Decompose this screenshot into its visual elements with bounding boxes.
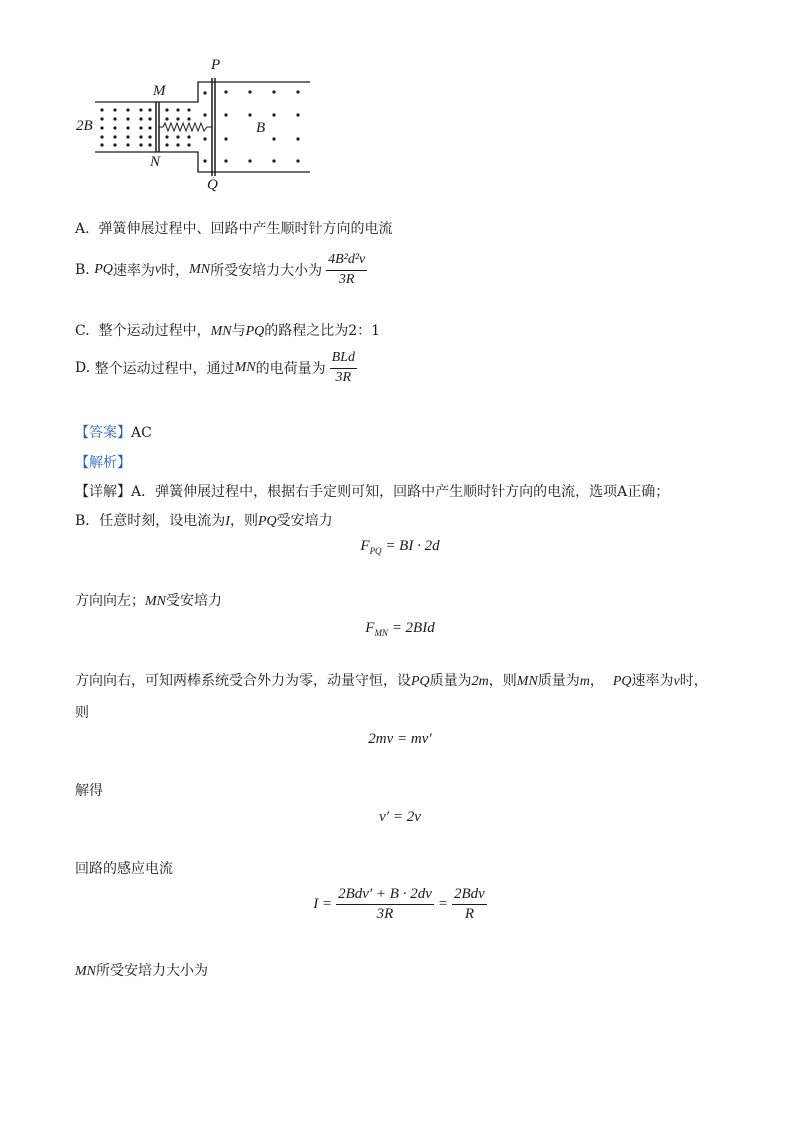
detail-line-4-var-pq: PQ [411, 674, 430, 689]
detail-line-4-var-mn: MN [516, 674, 538, 689]
spring [159, 123, 212, 131]
option-d [75, 348, 357, 388]
detail-line-4-text-d: 质量为 [537, 673, 580, 689]
circuit-figure [70, 55, 330, 205]
option-b-var-v: v [154, 262, 162, 277]
bar-pq [212, 78, 215, 176]
detail-line-5: 则 [75, 705, 89, 721]
eq5-den-1: 3R [376, 906, 394, 923]
eq5-num-1: 2Bdv′ + B · 2dv [336, 886, 434, 905]
eq5-equals: = [437, 896, 448, 913]
label-n: N [150, 154, 161, 170]
equation-4: v′ = 2v [379, 809, 421, 825]
detail-line-3 [75, 590, 222, 610]
eq2-sub: MN [374, 628, 388, 638]
detail-line-2-text-c: 受安培力 [276, 513, 333, 529]
option-c-text-3: 的路程之比为2：1 [264, 323, 381, 339]
equation-3: 2mv = mv′ [368, 731, 432, 747]
detail-line-2-text-a: B．任意时刻，设电流为 [75, 513, 226, 529]
answer-value: AC [131, 425, 152, 441]
detail-line-8-text: 所受安培力大小为 [96, 963, 208, 979]
equation-1 [0, 538, 800, 556]
option-b-frac-num: 4B²d²v [326, 252, 367, 270]
option-d-frac-den: 3R [335, 369, 352, 385]
option-a-text: 弹簧伸展过程中、回路中产生顺时针方向的电流 [98, 221, 393, 237]
detail-line-8 [75, 960, 208, 980]
option-c-prefix: C. [75, 323, 90, 339]
option-b-var-pq: PQ [94, 262, 113, 277]
detail-line-4-text-a: 方向向右，可知两棒系统受合外力为零，动量守恒，设 [75, 673, 411, 689]
eq1-sub: PQ [369, 546, 382, 556]
option-c-text-1: 整个运动过程中， [98, 323, 211, 339]
eq2-lhs: F [365, 620, 375, 636]
eq2-rhs: = 2BId [391, 620, 435, 636]
option-b-text-1: 速率为 [112, 263, 155, 279]
option-d-text-1: 整个运动过程中，通过 [94, 361, 235, 377]
option-b [75, 250, 367, 290]
detail-line-4 [75, 670, 708, 690]
option-c-var-mn: MN [210, 324, 232, 339]
detail-line-2-var-i: I [225, 514, 230, 529]
bar-mn [156, 102, 159, 152]
eq5-den-2: R [464, 906, 474, 923]
option-b-text-3: 所受安培力大小为 [210, 263, 323, 279]
detail-line-6: 解得 [75, 783, 103, 799]
detail-line-2-var-pq: PQ [257, 514, 277, 529]
option-c-text-2: 与 [231, 323, 246, 339]
eq5-fraction-2 [452, 886, 487, 924]
detail-line-3-var-mn: MN [145, 594, 166, 609]
option-d-prefix: D. [75, 360, 91, 376]
answer-tag: 【答案】 [75, 425, 131, 441]
detail-line-4-var-v: v [673, 674, 680, 689]
eq5-num-2: 2Bdv [452, 886, 487, 905]
option-b-frac-den: 3R [338, 271, 355, 287]
label-m: M [153, 83, 166, 99]
option-d-fraction [330, 350, 357, 385]
option-d-text-2: 的电荷量为 [255, 361, 326, 377]
answer-line [75, 422, 152, 442]
detail-tag: 【详解】 [75, 484, 131, 500]
detail-line-4-var-m: m [579, 674, 590, 689]
option-d-frac-num: BLd [330, 350, 357, 368]
option-b-var-mn: MN [189, 262, 211, 277]
detail-line-1-text: A．弹簧伸展过程中，根据右手定则可知，回路中产生顺时针方向的电流，选项A正确； [131, 484, 670, 500]
detail-line-3-text-a: 方向向左； [75, 593, 145, 609]
option-c [75, 320, 380, 340]
rail-diagram [70, 55, 330, 205]
eq1-lhs: F [360, 538, 370, 554]
option-b-prefix: B. [75, 262, 90, 278]
detail-line-8-var-mn: MN [75, 964, 96, 979]
eq1-rhs: = BI · 2d [385, 538, 440, 554]
option-d-var-mn: MN [234, 360, 256, 375]
label-b: B [256, 120, 266, 136]
detail-line-4-text-g: 时， [679, 673, 708, 689]
detail-line-3-text-b: 受安培力 [166, 593, 222, 609]
label-q: Q [207, 177, 218, 193]
detail-line-4-text-e: ， [589, 673, 604, 689]
equation-5 [0, 886, 800, 924]
label-p: P [211, 57, 221, 73]
detail-line-7: 回路的感应电流 [75, 861, 173, 877]
detail-line-4-text-f: 速率为 [631, 673, 674, 689]
eq5-fraction-1 [336, 886, 434, 924]
analysis-tag: 【解析】 [75, 455, 131, 471]
detail-line-2-text-b: ，则 [229, 513, 258, 529]
detail-line-4-text-c: ，则 [488, 673, 517, 689]
eq5-lhs: I = [313, 896, 333, 913]
option-a [75, 218, 392, 238]
option-c-var-pq: PQ [245, 324, 265, 339]
option-b-fraction [326, 252, 367, 287]
detail-line-2 [75, 510, 333, 530]
option-a-prefix: A. [75, 221, 90, 237]
detail-line-4-var-2m: 2m [471, 674, 489, 689]
label-2b: 2B [76, 118, 93, 134]
detail-line-1 [75, 481, 669, 501]
detail-line-4-text-b: 质量为 [429, 673, 472, 689]
option-b-text-2: 时， [161, 263, 190, 279]
detail-line-4-var-pq-2: PQ [612, 674, 632, 689]
equation-2 [0, 620, 800, 638]
